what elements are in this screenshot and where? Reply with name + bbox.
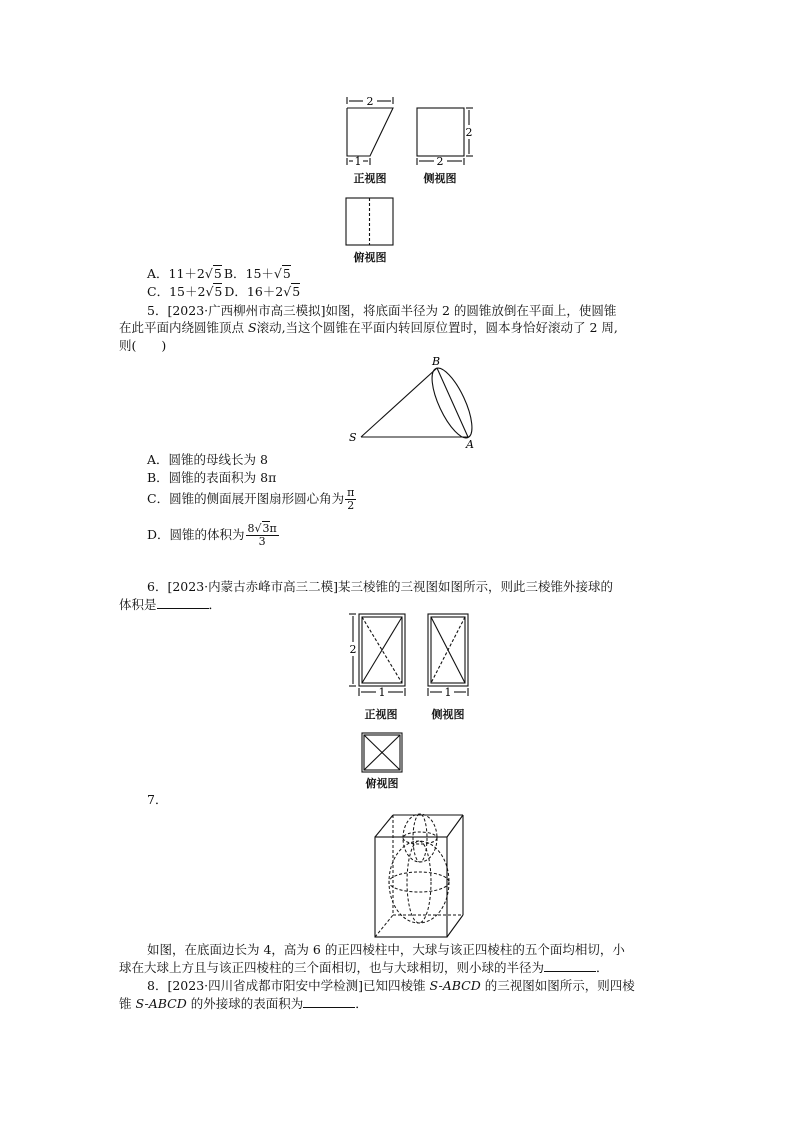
q4-side-bottom-dim: 2 bbox=[436, 155, 444, 168]
q4-front-bottom-dim: 1 bbox=[354, 155, 362, 168]
q6-stem-line1: 6．[2023·内蒙古赤峰市高三二模]某三棱锥的三视图如图所示，则此三棱锥外接球的 bbox=[147, 579, 613, 594]
q6-front-caption: 正视图 bbox=[364, 708, 398, 721]
q4-option-a-radical: √5 bbox=[204, 266, 222, 281]
q4-option-d-radical: √5 bbox=[283, 284, 301, 299]
q5-label-s: S bbox=[349, 431, 357, 444]
q6-side-caption: 侧视图 bbox=[431, 708, 465, 721]
q8-stem-line1: 8．[2023·四川省成都市阳安中学检测]已知四棱锥 S-ABCD 的三视图如图所示，则四棱 bbox=[147, 978, 635, 993]
q4-side-caption: 侧视图 bbox=[423, 172, 457, 185]
q5-option-c: C．圆锥的侧面展开图扇形圆心角为 $\frac{\pi}{2}$ bbox=[147, 486, 355, 512]
q4-option-c-radical: √5 bbox=[205, 284, 223, 299]
q5-option-c-fraction: $\frac{\pi}{2}$ bbox=[347, 486, 355, 512]
q4-side-right-dim: 2 bbox=[465, 126, 473, 139]
q5-option-b: B．圆锥的表面积为 8π bbox=[147, 470, 277, 485]
q4-option-a: A．11＋2 bbox=[147, 266, 205, 281]
q7-answer-blank bbox=[544, 960, 596, 972]
q5-option-d: D．圆锥的体积为 $\frac{8√3\pi}{3}$ bbox=[147, 522, 277, 548]
q6-front-bottom-dim: 1 bbox=[378, 686, 386, 699]
q6-stem-line2: 体积是 ． bbox=[119, 597, 222, 612]
q4-front-caption: 正视图 bbox=[353, 172, 387, 185]
q8-answer-blank bbox=[303, 996, 355, 1008]
q7-number: 7． bbox=[147, 792, 168, 807]
q4-option-d: D．16＋2 bbox=[224, 284, 284, 299]
q6-front-left-dim: 2 bbox=[349, 643, 357, 656]
q5-label-a: A bbox=[466, 438, 474, 451]
q5-label-b: B bbox=[432, 355, 441, 368]
q5-stem-line1: 5．[2023·广西柳州市高三模拟]如图，将底面半径为 2 的圆锥放倒在平面上，使圆锥 bbox=[147, 303, 617, 318]
q4-option-b: B．15＋ bbox=[223, 266, 274, 281]
q4-option-b-radical: √5 bbox=[273, 266, 291, 281]
q7-stem-line1: 如图，在底面边长为 4，高为 6 的正四棱柱中，大球与该正四棱柱的五个面均相切，小 bbox=[147, 942, 625, 957]
q5-stem-line3: 则( ) bbox=[119, 338, 167, 353]
q4-front-top-dim: 2 bbox=[366, 95, 374, 108]
q5-stem-line2: 在此平面内绕圆锥顶点 S滚动,当这个圆锥在平面内转回原位置时，圆本身恰好滚动了 2 周, bbox=[119, 320, 618, 335]
q8-stem-line2: 锥 S-ABCD 的外接球的表面积为 ． bbox=[119, 996, 368, 1011]
q7-stem-line2: 球在大球上方且与该正四棱柱的三个面相切，也与大球相切，则小球的半径为 ． bbox=[119, 960, 609, 975]
q5-option-a: A．圆锥的母线长为 8 bbox=[147, 452, 268, 467]
q4-option-c: C．15＋2 bbox=[147, 284, 206, 299]
q6-top-caption: 俯视图 bbox=[365, 777, 399, 790]
q4-top-caption: 俯视图 bbox=[353, 251, 387, 264]
q6-side-bottom-dim: 1 bbox=[444, 686, 452, 699]
q5-option-d-fraction: $\frac{8√3\pi}{3}$ bbox=[247, 522, 277, 548]
